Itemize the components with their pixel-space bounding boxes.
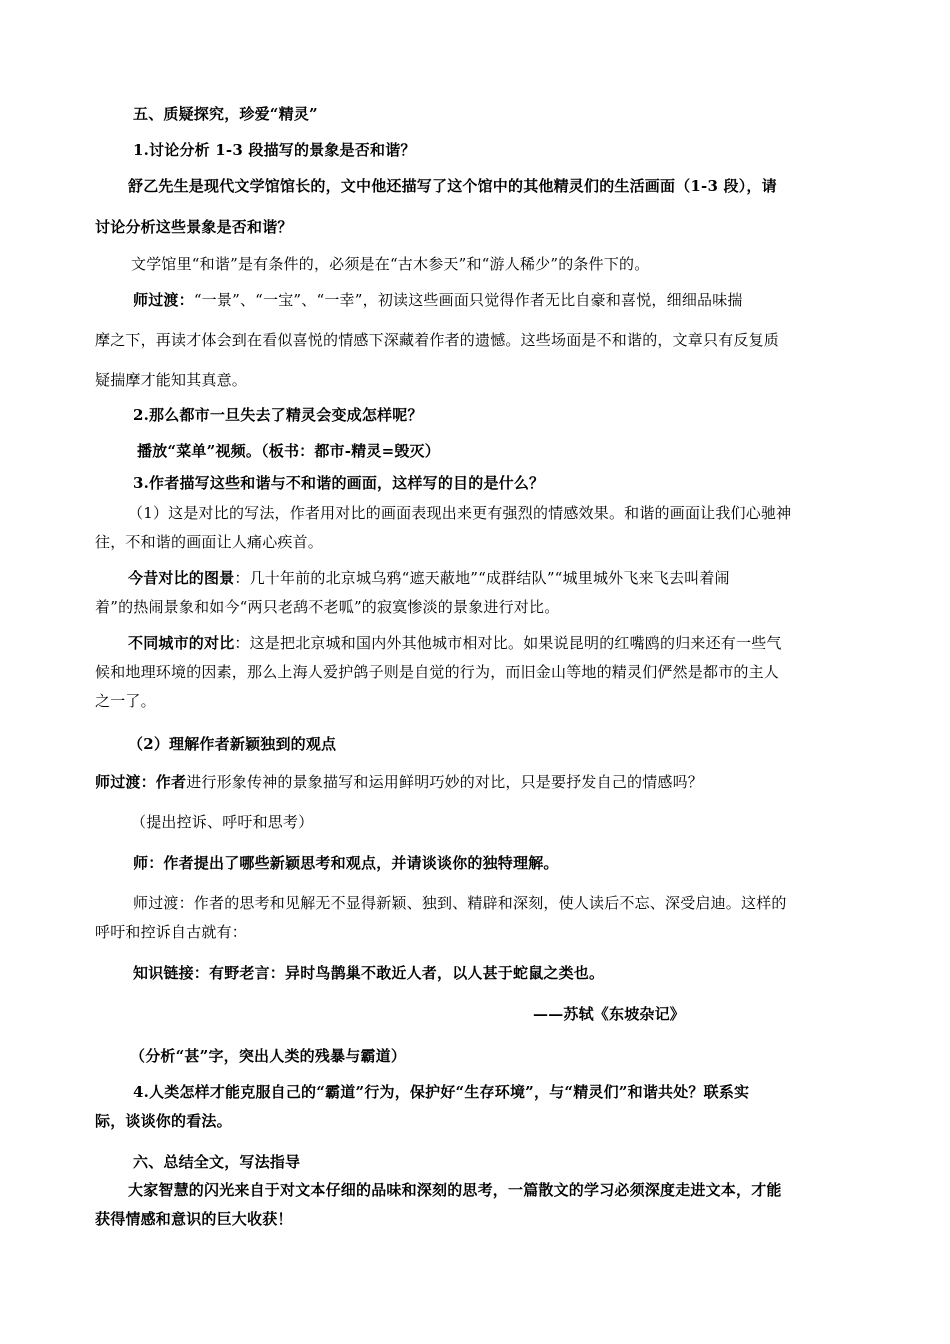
compare-1-label: 今昔对比的图景 [128, 569, 235, 587]
transition-3-line-2: 呼吁和控诉自古就有： [95, 923, 248, 941]
compare-1-line-2: 着”的热闹景象和如今“两只老鸹不老呱”的寂寞惨淡的景象进行对比。 [95, 598, 560, 616]
compare-2-label: 不同城市的对比 [128, 634, 235, 652]
summary-line-1: 大家智慧的闪光来自于对文本仔细的品味和深刻的思考，一篇散文的学习必须深度走进文本，才能 [128, 1181, 782, 1199]
section6-heading: 六、总结全文，写法指导 [133, 1153, 301, 1171]
teacher-question: 师：作者提出了哪些新颖思考和观点，并请谈谈你的独特理解。 [133, 854, 559, 872]
question-1-title: 1.讨论分析 1-3 段描写的景象是否和谐？ [133, 141, 416, 159]
transition-2-label: 师过渡：作者 [95, 773, 187, 791]
transition-1-label: 师过渡： [133, 291, 194, 309]
question-2-title: 2.那么都市一旦失去了精灵会变成怎样呢？ [133, 406, 423, 424]
question-3-point-1-line-1: （1）这是对比的写法，作者用对比的画面表现出来更有强烈的情感效果。和谐的画面让我们心驰神 [128, 504, 792, 522]
question-4-line-1: 4.人类怎样才能克服自己的“霸道”行为，保护好“生存环境”，与“精灵们”和谐共处？联系实 [133, 1083, 750, 1101]
section5-heading: 五、质疑探究，珍爱“精灵” [133, 105, 318, 123]
compare-2-line-2: 候和地理环境的因素，那么上海人爱护鸽子则是自觉的行为，而旧金山等地的精灵们俨然是都市的主人 [95, 663, 780, 681]
compare-2-line-3: 之一了。 [95, 692, 156, 710]
question-1-answer: 文学馆里“和谐”是有条件的，必须是在“古木参天”和“游人稀少”的条件下的。 [131, 255, 650, 273]
compare-1-text: ：几十年前的北京城乌鸦“遮天蔽地”“成群结队”“城里城外飞来飞去叫着闹 [234, 569, 730, 587]
question-3-title: 3.作者描写这些和谐与不和谐的画面，这样写的目的是什么？ [133, 474, 545, 492]
knowledge-link-quote: 知识链接：有野老言：异时鸟鹊巢不敢近人者，以人甚于蛇鼠之类也。 [133, 964, 605, 982]
transition-1-text: “一景”、“一宝”、“一幸”，初读这些画面只觉得作者无比自豪和喜悦，细细品味揣 [193, 291, 743, 309]
transition-3-line-1: 师过渡：作者的思考和见解无不显得新颖、独到、精辟和深刻，使人读后不忘、深受启迪。这样的 [133, 894, 787, 912]
question-4-line-2: 际，谈谈你的看法。 [95, 1112, 232, 1130]
question-3-point-2-title: （2）理解作者新颖独到的观点 [128, 735, 337, 753]
transition-2 [95, 772, 703, 792]
summary-line-2: 获得情感和意识的巨大收获！ [95, 1210, 293, 1228]
compare-1-line-1 [128, 568, 730, 588]
knowledge-link-source: ——苏轼《东坡杂记》 [533, 1005, 686, 1023]
transition-2-text: 进行形象传神的景象描写和运用鲜明巧妙的对比，只是要抒发自己的情感吗？ [186, 773, 704, 791]
transition-1-line-1 [133, 290, 743, 310]
transition-2-answer: （提出控诉、呼吁和思考） [131, 813, 314, 831]
transition-1-line-3: 疑揣摩才能知其真意。 [95, 371, 248, 389]
compare-2-line-1 [128, 633, 782, 653]
transition-1-line-2: 摩之下，再读才体会到在看似喜悦的情感下深藏着作者的遗憾。这些场面是不和谐的，文章只有反复质 [95, 331, 780, 349]
compare-2-text: ：这是把北京城和国内外其他城市相对比。如果说昆明的红嘴鸥的归来还有一些气 [234, 634, 782, 652]
knowledge-link-analysis: （分析“甚”字，突出人类的残暴与霸道） [130, 1047, 407, 1065]
question-1-paragraph-line-2: 讨论分析这些景象是否和谐？ [95, 218, 293, 236]
question-1-paragraph-line-1: 舒乙先生是现代文学馆馆长的，文中他还描写了这个馆中的其他精灵们的生活画面（1-3 段），请 [128, 177, 777, 195]
question-3-point-1-line-2: 往，不和谐的画面让人痛心疾首。 [95, 533, 324, 551]
question-2-play-video: 播放“菜单”视频。（板书：都市-精灵=毁灭） [137, 442, 440, 460]
